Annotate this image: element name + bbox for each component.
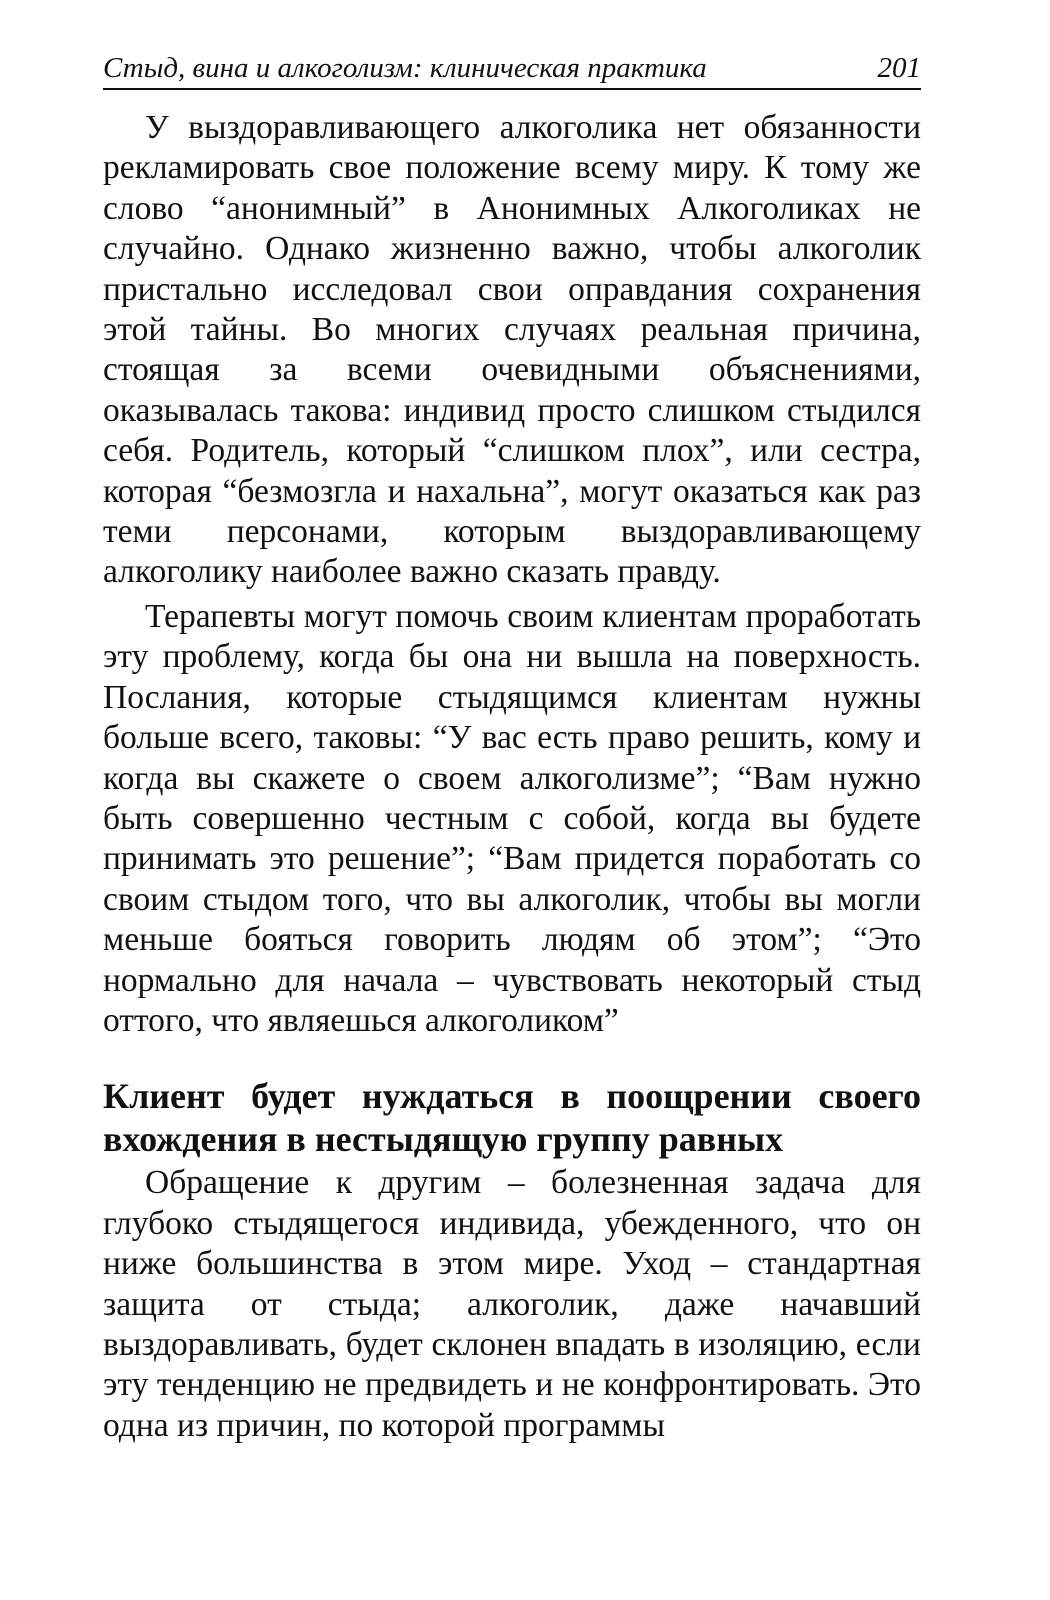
book-page	[103, 48, 921, 1446]
page-number: 201	[877, 52, 921, 84]
paragraph-3: Обращение к другим – болезненная задача для глубоко стыдящегося индивида, убежденного, что он ниже большинства в этом мире. Уход – стандартная защита от стыда; алкоголик, даже начавший выздоравливать, будет склонен впадать в изоляцию, если эту тенденцию не предвидеть и не конфронтировать. Это одна из причин, по которой программы	[103, 1164, 921, 1444]
paragraph-2: Терапевты могут помочь своим клиентам проработать эту проблему, когда бы она ни вышла на поверхность. Послания, которые стыдящимся клиентам нужны больше всего, таковы: “У вас есть право решить, кому и когда вы скажете о своем алкоголизме”; “Вам нужно быть совершенно честным с собой, когда вы будете принимать это решение”; “Вам придется поработать со своим стыдом того, что вы алкоголик, чтобы вы могли меньше бояться говорить людям об этом”; “Это нормально для начала – чувствовать некоторый стыд оттого, что являешься алкоголиком”	[103, 597, 921, 1039]
section-heading: Клиент будет нуждаться в поощрении своего вхождения в нестыдящую группу равных	[103, 1076, 921, 1160]
paragraph-1: У выздоравливающего алкоголика нет обязанности рекламировать свое положение всему миру. К тому же слово “анонимный” в Анонимных Алкоголиках не случайно. Однако жизненно важно, чтобы алкоголик пристально исследовал свои оправдания сохранения этой тайны. Во многих случаях реальная причина, стоящая за всеми очевидными объяснениями, оказывалась такова: индивид просто слишком стыдился себя. Родитель, который “слишком плох”, или сестра, которая “безмозгла и нахальна”, могут оказаться как раз теми персонами, которым выздоравливающему алкоголику наиболее важно сказать правду.	[103, 109, 921, 591]
section-body	[103, 1163, 921, 1446]
body-text	[103, 108, 921, 1041]
running-header-title: Стыд, вина и алкоголизм: клиническая практика	[103, 52, 707, 84]
running-header	[103, 48, 921, 90]
